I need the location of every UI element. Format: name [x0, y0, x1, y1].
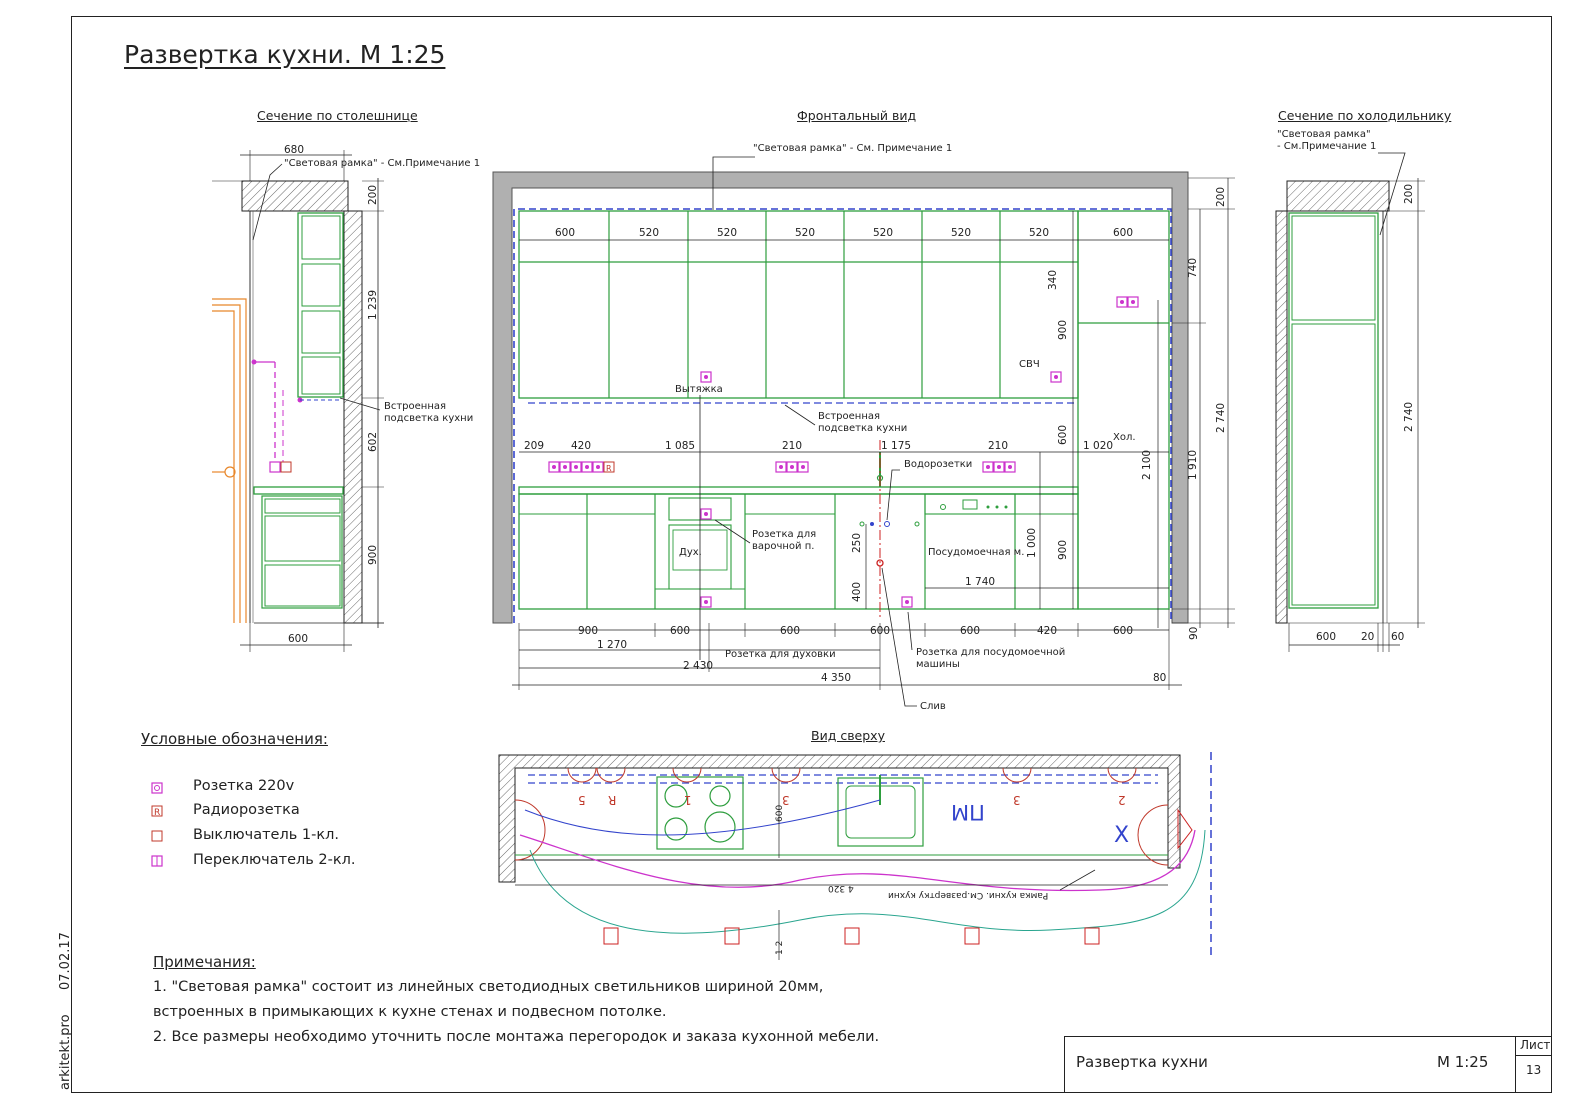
dim-680: 680: [284, 144, 305, 156]
dim-600-left: 600: [288, 633, 309, 645]
sidebar-vertical: [50, 930, 73, 1090]
dim-top-7: 520: [1029, 227, 1050, 239]
top-x: X: [1114, 823, 1130, 848]
title-block-sheet-divider: [1515, 1055, 1552, 1056]
dim-mid-6: 210: [988, 440, 1009, 452]
dim-900-left: 900: [367, 544, 379, 565]
dim-top-5: 520: [873, 227, 894, 239]
dim-bot-4: 600: [870, 625, 891, 637]
legend-item-switch1: Выключатель 1-кл.: [193, 827, 339, 843]
dim-top-1: 600: [555, 227, 576, 239]
label-cooktop-outlet-1: Розетка для: [752, 529, 817, 540]
top-pm: ПМ: [951, 800, 985, 824]
label-hood: Вытяжка: [675, 384, 723, 395]
svg-text:R: R: [606, 464, 612, 473]
note-line-1: 1. "Световая рамка" состоит из линейных светодиодных светильников шириной 20мм,: [153, 979, 824, 995]
dim-bot-6: 420: [1037, 625, 1058, 637]
dim-900b: 900: [1057, 539, 1069, 560]
dim-900a: 900: [1057, 319, 1069, 340]
dim-600v: 600: [1057, 424, 1069, 445]
top-mark-3b: 3: [1013, 793, 1021, 807]
sidebar-date: 07.02.17: [58, 932, 73, 990]
title-block-sheet-label: Лист: [1520, 1038, 1551, 1052]
dim-4350: 4 350: [821, 672, 852, 684]
label-builtin-light-left-2: подсветка кухни: [384, 413, 474, 424]
dim-top-8: 600: [1113, 227, 1134, 239]
top-mark-5: 5: [578, 793, 586, 807]
page-title: Развертка кухни. М 1:25: [124, 40, 446, 69]
label-light-frame-left: "Световая рамка" - См.Примечание 1: [284, 158, 481, 169]
dim-top-4: 520: [795, 227, 816, 239]
label-microwave: СВЧ: [1019, 359, 1040, 370]
label-oven: Дух.: [679, 547, 702, 558]
title-block-sheet-number: 13: [1526, 1063, 1542, 1077]
dim-2740-fridge: 2 740: [1403, 401, 1415, 432]
dim-1910: 1 910: [1187, 449, 1199, 480]
label-drain: Слив: [920, 701, 946, 712]
dim-602: 602: [367, 431, 379, 452]
label-water-outlets: Водорозетки: [904, 459, 973, 470]
sidebar-site: arkitekt.pro: [58, 1014, 73, 1090]
dim-740: 740: [1187, 257, 1199, 278]
section-title-fridge: Сечение по холодильнику: [1278, 108, 1452, 123]
top-frame-label: Рамка кухни. См.развертку кухни: [888, 890, 1049, 900]
label-dishwasher-outlet-1: Розетка для посудомоечной: [916, 647, 1066, 658]
dim-1239: 1 239: [367, 289, 379, 320]
legend-item-switch2: Переключатель 2-кл.: [193, 852, 356, 868]
title-block-name: Развертка кухни: [1076, 1053, 1208, 1071]
dim-340: 340: [1047, 269, 1059, 290]
dim-mid-3: 1 085: [665, 440, 696, 452]
dim-2430: 2 430: [683, 660, 714, 672]
dim-bot-2: 600: [670, 625, 691, 637]
dim-bot-3: 600: [780, 625, 801, 637]
top-view: [499, 752, 1211, 960]
dim-mid-7: 1 020: [1083, 440, 1114, 452]
dim-mid-2: 420: [571, 440, 592, 452]
dim-2100: 2 100: [1141, 449, 1153, 480]
dim-top-3: 520: [717, 227, 738, 239]
top-mark-2: 2: [1118, 793, 1126, 807]
dim-90: 90: [1188, 626, 1200, 640]
dim-600-fridge: 600: [1316, 631, 1337, 643]
dim-top-2: 520: [639, 227, 660, 239]
dim-2740-front: 2 740: [1215, 402, 1227, 433]
section-title-front: Фронтальный вид: [797, 108, 917, 123]
dim-1740: 1 740: [965, 576, 996, 588]
dim-mid-4: 210: [782, 440, 803, 452]
dim-80: 80: [1153, 672, 1167, 684]
top-dim-600: 600: [775, 804, 785, 822]
top-mark-3a: 3: [782, 793, 790, 807]
dim-250: 250: [851, 532, 863, 553]
label-builtin-light-front-1: Встроенная: [818, 411, 881, 422]
top-dim-4320: 4 320: [828, 883, 854, 893]
dim-bot-5: 600: [960, 625, 981, 637]
note-line-2: встроенных в примыкающих к кухне стенах и подвесном потолке.: [153, 1004, 667, 1020]
label-builtin-light-front-2: подсветка кухни: [818, 423, 908, 434]
label-builtin-light-left-1: Встроенная: [384, 401, 447, 412]
dim-1270: 1 270: [597, 639, 628, 651]
dim-60-fridge: 60: [1391, 631, 1405, 643]
label-light-frame-fridge-2: - См.Примечание 1: [1277, 141, 1377, 152]
dim-20-fridge: 20: [1361, 631, 1375, 643]
legend-item-radio: Радиорозетка: [193, 802, 300, 818]
dim-mid-5: 1 175: [881, 440, 912, 452]
section-title-countertop: Сечение по столешнице: [257, 108, 418, 123]
dim-1000: 1 000: [1026, 527, 1038, 558]
top-mark-r: R: [608, 793, 617, 807]
label-cooktop-outlet-2: варочной п.: [752, 541, 815, 552]
top-mark-1: 1: [684, 793, 692, 807]
dim-200-right: 200: [1215, 186, 1227, 207]
dim-bot-7: 600: [1113, 625, 1134, 637]
legend-title: Условные обозначения:: [141, 730, 328, 748]
label-light-frame-fridge-1: "Световая рамка": [1277, 129, 1371, 140]
section-title-top: Вид сверху: [811, 728, 885, 743]
label-dishwasher: Посудомоечная м.: [928, 547, 1025, 558]
countertop-section: [212, 150, 384, 652]
label-light-frame-front: "Световая рамка" - См. Примечание 1: [753, 143, 953, 154]
dim-200-fridge: 200: [1403, 183, 1415, 204]
title-block-scale: М 1:25: [1437, 1053, 1489, 1071]
label-oven-outlet: Розетка для духовки: [725, 649, 836, 660]
label-dishwasher-outlet-2: машины: [916, 659, 960, 670]
dim-top-6: 520: [951, 227, 972, 239]
dim-400: 400: [851, 581, 863, 602]
note-line-3: 2. Все размеры необходимо уточнить после монтажа перегородок и заказа кухонной мебели.: [153, 1029, 880, 1045]
svg-text:R: R: [154, 808, 161, 818]
dim-200-left: 200: [367, 184, 379, 205]
dim-mid-1: 209: [524, 440, 545, 452]
dim-bot-1: 900: [578, 625, 599, 637]
notes-title: Примечания:: [153, 953, 256, 971]
label-fridge: Хол.: [1113, 432, 1136, 443]
top-dim-12: 1 2: [775, 940, 785, 955]
legend-item-socket: Розетка 220v: [193, 778, 295, 794]
